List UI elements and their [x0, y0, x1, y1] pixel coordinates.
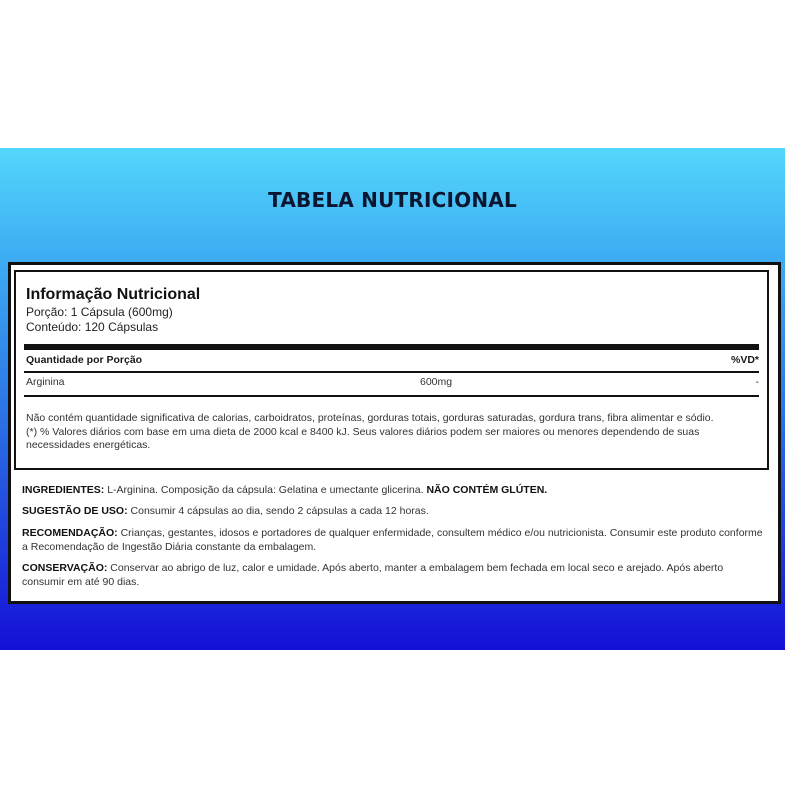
ingredients-label: INGREDIENTES:: [22, 484, 105, 496]
conservation-label: CONSERVAÇÃO:: [22, 562, 108, 574]
nutrition-title: Informação Nutricional: [26, 286, 201, 303]
recommendation-section: [22, 527, 767, 554]
note-not-significant: Não contém quantidade significativa de calorias, carboidratos, proteínas, gorduras totais, gorduras saturadas, gordura trans, fibra alimentar e sódio.: [26, 412, 714, 424]
ingredients-section: [22, 484, 767, 498]
header-divider: [24, 371, 759, 373]
usage-label: SUGESTÃO DE USO:: [22, 505, 128, 517]
usage-section: [22, 505, 767, 519]
usage-text: Consumir 4 cápsulas ao dia, sendo 2 cápsulas a cada 12 horas.: [130, 505, 429, 517]
recommendation-text: Crianças, gestantes, idosos e portadores de qualquer enfermidade, consultem médico e/ou nutricionista. Consumir este produto conforme a Recomendação de Ingestão Diária constante da embalagem.: [22, 527, 763, 553]
package-content: Conteúdo: 120 Cápsulas: [26, 320, 159, 334]
note-daily-values: (*) % Valores diários com base em uma dieta de 2000 kcal e 8400 kJ. Seus valores diários podem ser maiores ou menores dependendo de suas necessidades energéticas.: [26, 425, 700, 451]
banner-title: TABELA NUTRICIONAL: [268, 188, 517, 212]
ingredients-text: L-Arginina. Composição da cápsula: Gelatina e umectante glicerina.: [107, 484, 424, 496]
table-header: [24, 352, 759, 370]
conservation-section: [22, 562, 767, 589]
nutrition-notes: [26, 412, 759, 453]
table-row: [24, 376, 759, 392]
nutrition-facts-box: [14, 270, 769, 470]
header-quantity: Quantidade por Porção: [26, 354, 143, 366]
nutrient-name: Arginina: [26, 376, 65, 388]
gluten-warning: NÃO CONTÉM GLÚTEN.: [426, 484, 548, 496]
nutrient-vd: -: [755, 376, 759, 388]
row-divider: [24, 395, 759, 397]
thick-divider: [24, 344, 759, 350]
nutrient-amount: 600mg: [420, 376, 453, 388]
serving-size: Porção: 1 Cápsula (600mg): [26, 305, 173, 319]
recommendation-label: RECOMENDAÇÃO:: [22, 527, 118, 539]
conservation-text: Conservar ao abrigo de luz, calor e umidade. Após aberto, manter a embalagem bem fechada em local seco e arejado. Após aberto consumir em até 90 dias.: [22, 562, 724, 588]
header-vd: %VD*: [730, 354, 759, 366]
